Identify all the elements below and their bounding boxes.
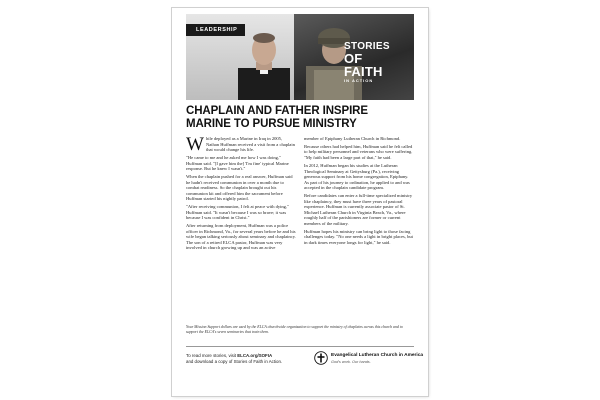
elca-logo-block	[314, 351, 424, 369]
paragraph-9: Before candidates can enter a full-time specialized ministry like chaplaincy, they must have three years of pastoral experience. Huffman is currently associate pastor of St. Michael Lutheran Church in Virginia Beach, Va., where roughly half of the parishioners are former or current members of the military.	[304, 193, 413, 226]
paragraph-10: Huffman hopes his ministry can bring light to those facing challenges today. "No one needs a light in bright places, but in dark times everyone longs for light," he said.	[304, 228, 413, 245]
paragraph-6: member of Epiphany Lutheran Church in Richmond.	[304, 136, 401, 141]
paragraph-2: "He came to me and he asked me how I was doing," Huffman said. "[I gave him the] 'I'm fine' typical Marine response. But he knew I wasn't."	[186, 155, 289, 172]
sofia-link[interactable]: ELCA.org/SOFIA	[237, 353, 273, 358]
logo-line-2: OF FAITH	[344, 51, 383, 79]
paragraph-3: When the chaplain pushed for a real answer, Huffman said he hadn't received communion in over a month due to combat readiness. So the chaplain brought out his communion kit and offered him the sacrament before Huffman started his nightly patrol.	[186, 174, 293, 202]
logo-line-3: IN ACTION	[344, 78, 374, 83]
elca-name: Evangelical Lutheran Church in America	[331, 353, 424, 358]
elca-cross-icon	[314, 351, 328, 365]
logo-line-1: STORIES	[344, 41, 390, 52]
paragraph-5: After returning from deployment, Huffman was a police officer in Richmond, Va., for several years before he and his wife began talking seriously about seminary and chaplaincy. The son of a retired ELCA pastor, Huffman was very involved in church growing up and was an active	[186, 223, 296, 251]
body-column-left	[186, 136, 296, 253]
stories-of-faith-logo	[344, 42, 404, 83]
paragraph-4: "After receiving communion, I felt at peace with dying," Huffman said. "It wasn't because I was so brave; it was because I was confident in Christ."	[186, 204, 289, 221]
elca-tagline: God's work. Our hands.	[331, 360, 371, 364]
chaplain-photo	[234, 28, 294, 100]
paragraph-1	[186, 136, 296, 153]
footer-divider	[186, 346, 414, 347]
footer-text-prefix: To read more stories, visit	[186, 353, 238, 358]
body-column-right	[304, 136, 414, 248]
drop-cap: W	[186, 134, 204, 155]
section-tag: LEADERSHIP	[186, 24, 245, 36]
footer-text-line-2: and download a copy of Stories of Faith in Action.	[186, 359, 283, 364]
paragraph-7: Because others had helped him, Huffman said he felt called to help military personnel and veterans who were suffering. "My faith had been a large part of that," he said.	[304, 143, 413, 161]
paragraph-8: In 2012, Huffman began his studies at the Lutheran Theological Seminary at Gettysburg (Pa.), receiving generous support from his home congregation, Epiphany. As part of his journey to ordination, he applied to and was accepted in the chaplain candidate program.	[304, 162, 410, 191]
header-photo	[186, 14, 414, 100]
mission-support-note: Your Mission Support dollars are used by the ELCA churchwide organization to support the ministry of chaplains across this church and to support the ELCA's seven seminaries that train them.	[186, 325, 403, 334]
paragraph-1-text: hile deployed as a Marine in Iraq in 2005, Nathan Huffman received a visit from a chaplain that would change his life.	[205, 136, 295, 153]
footer-read-more	[186, 353, 296, 365]
article-headline: CHAPLAIN AND FATHER INSPIRE MARINE TO PURSUE MINISTRY	[186, 105, 368, 130]
article-page	[172, 8, 428, 396]
